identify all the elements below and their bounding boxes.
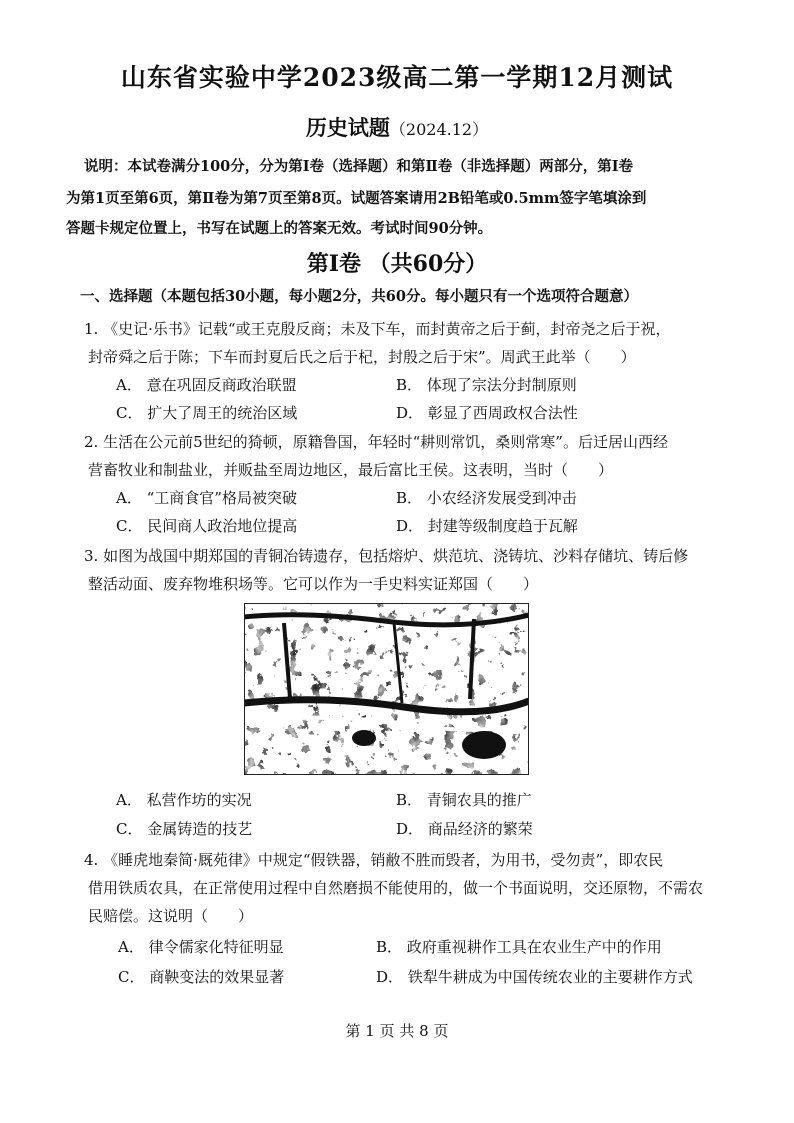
note-line: 说明：本试卷满分100分，分为第Ⅰ卷（选择题）和第Ⅱ卷（非选择题）两部分，第Ⅰ卷 [84,158,634,175]
question-1-option-b[interactable]: B． 体现了宗法分封制原则 [396,376,577,394]
question-4-option-a[interactable]: A． 律令儒家化特征明显 [118,938,284,956]
question-1-line: 封帝舜之后于陈；下车而封夏后氏之后于杞，封殷之后于宋”。周武王此举（ ） [88,348,636,366]
note-line: 答题卡规定位置上，书写在试题上的答案无效。考试时间90分钟。 [66,220,493,237]
question-2-line: 2. 生活在公元前5世纪的猗顿，原籍鲁国，年轻时“耕则常饥，桑则常寒”。后迁居山西经 [84,433,668,451]
question-4-option-b[interactable]: B． 政府重视耕作工具在农业生产中的作用 [376,938,662,956]
question-2-option-a[interactable]: A． “工商食官”格局被突破 [116,489,297,507]
question-3-option-a[interactable]: A． 私营作坊的实况 [116,791,252,809]
question-1-option-c[interactable]: C． 扩大了周王的统治区域 [116,404,298,422]
question-4-line: 借用铁质农具，在正常使用过程中自然磨损不能使用的，做一个书面说明，交还原物，不需农 [88,879,704,897]
section-instruction: 一、选择题（本题包括30小题，每小题2分，共60分。每小题只有一个选项符合题意） [80,288,638,305]
question-4-line: 民赔偿。这说明（ ） [88,907,254,925]
question-4-line: 4. 《睡虎地秦简·厩苑律》中规定“假铁器，销敝不胜而毁者，为用书，受勿责”，即农民 [84,851,664,869]
exam-subtitle [0,112,794,142]
question-2-line: 营畜牧业和制盐业，并贩盐至周边地区，最后富比王侯。这表明，当时（ ） [88,461,614,479]
foundry-remains-image [244,603,529,775]
question-3-line: 3. 如图为战国中期郑国的青铜冶铸遗存，包括熔炉、烘范坑、浇铸坑、沙料存储坑、铸后修 [84,547,689,565]
question-4-option-d[interactable]: D． 铁犁牛耕成为中国传统农业的主要耕作方式 [376,968,693,986]
question-3-option-c[interactable]: C． 金属铸造的技艺 [116,820,253,838]
subject-title: 历史试题 [305,115,390,140]
question-1-option-a[interactable]: A． 意在巩固反商政治联盟 [116,376,297,394]
question-3-line: 整活动面、废弃物堆积场等。它可以作为一手史料实证郑国（ ） [88,575,539,593]
page-footer: 第 1 页 共 8 页 [345,1022,449,1040]
exam-title: 山东省实验中学2023级高二第一学期12月测试 [120,63,674,92]
question-2-option-d[interactable]: D． 封建等级制度趋于瓦解 [396,517,578,535]
question-2-option-c[interactable]: C． 民间商人政治地位提高 [116,517,298,535]
question-1-option-d[interactable]: D． 彰显了西周政权合法性 [396,404,578,422]
section-title: 第Ⅰ卷 （共60分） [306,251,488,277]
question-3-option-b[interactable]: B． 青铜农具的推广 [396,791,532,809]
question-1-line: 1. 《史记·乐书》记载“或王克殷反商；未及下车，而封黄帝之后于蓟，封帝尧之后于祝， [84,320,671,338]
question-3-option-d[interactable]: D． 商品经济的繁荣 [396,820,533,838]
exam-date: （2024.12） [389,120,489,139]
bronze-foundry-site-photo [244,603,529,775]
note-line: 为第1页至第6页，第Ⅱ卷为第7页至第8页。试题答案请用2B铅笔或0.5mm签字笔填涂到 [66,190,647,207]
question-2-option-b[interactable]: B． 小农经济发展受到冲击 [396,489,577,507]
question-4-option-c[interactable]: C． 商鞅变法的效果显著 [118,968,285,986]
